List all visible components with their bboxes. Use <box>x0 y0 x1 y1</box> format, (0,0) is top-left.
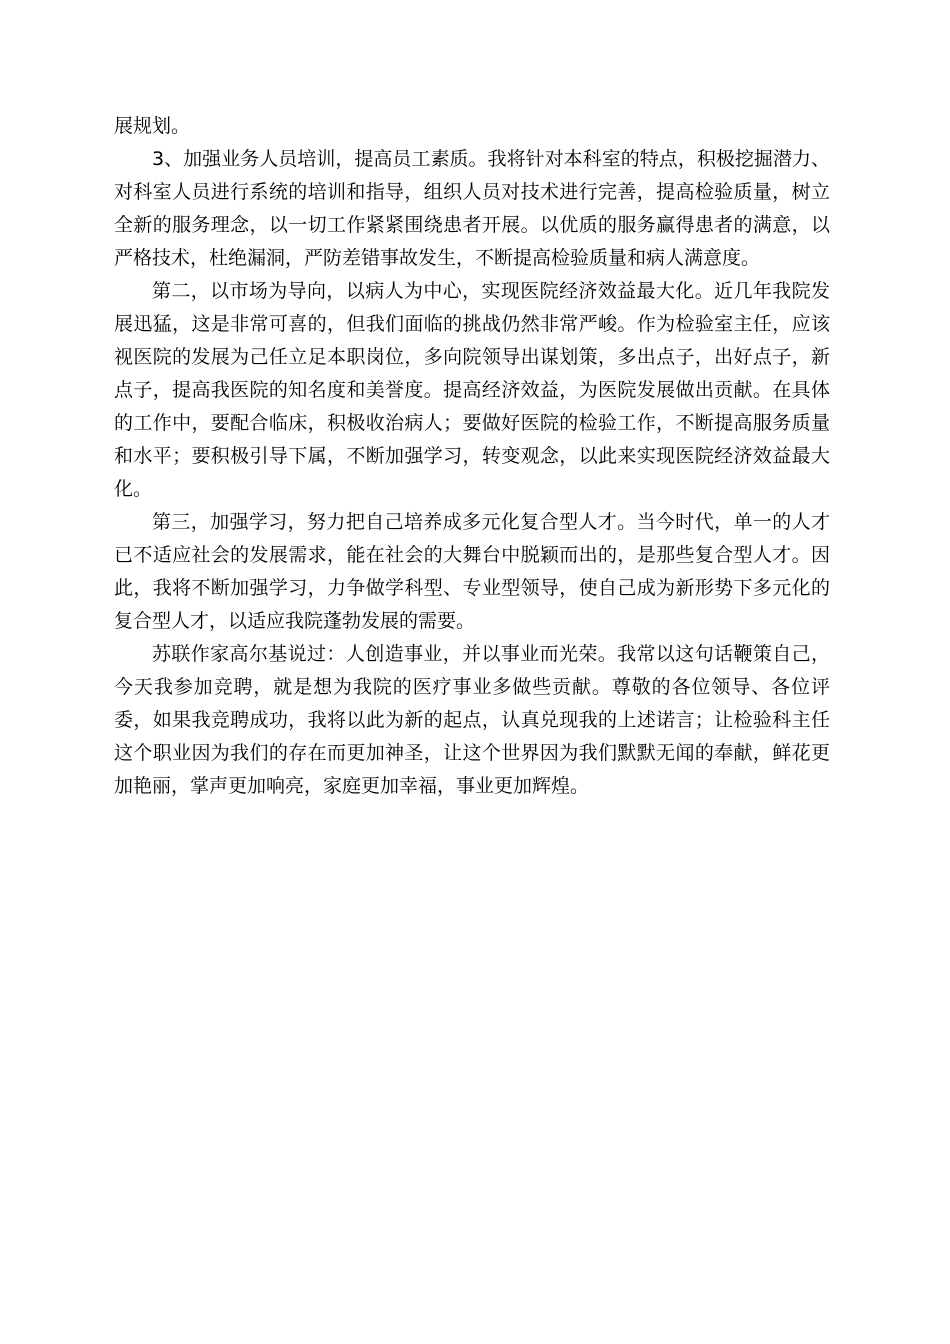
paragraph-continuation: 展规划。 <box>114 115 191 137</box>
paragraph-learning: 第三，加强学习，努力把自己培养成多元化复合型人才。当今时代，单一的人才已不适应社会的发展需求，能在社会的大舞台中脱颖而出的，是那些复合型人才。因此，我将不断加强学习，力争做学科型、专业型领导，使自己成为新形势下多元化的复合型人才，以适应我院蓬勃发展的需要。 <box>114 511 830 632</box>
paragraph-staff-training: 3、加强业务人员培训，提高员工素质。我将针对本科室的特点，积极挖掘潜力、对科室人员进行系统的培训和指导，组织人员对技术进行完善，提高检验质量，树立全新的服务理念，以一切工作紧紧围绕患者开展。以优质的服务赢得患者的满意，以严格技术，杜绝漏洞，严防差错事故发生，不断提高检验质量和病人满意度。 <box>114 148 830 269</box>
document-body <box>114 110 830 803</box>
paragraph-market-oriented: 第二，以市场为导向，以病人为中心，实现医院经济效益最大化。近几年我院发展迅猛，这是非常可喜的，但我们面临的挑战仍然非常严峻。作为检验室主任，应该视医院的发展为己任立足本职岗位，多向院领导出谋划策，多出点子，出好点子，新点子，提高我医院的知名度和美誉度。提高经济效益，为医院发展做出贡献。在具体的工作中，要配合临床，积极收治病人；要做好医院的检验工作，不断提高服务质量和水平；要积极引导下属，不断加强学习，转变观念，以此来实现医院经济效益最大化。 <box>114 280 830 500</box>
paragraph-closing: 苏联作家高尔基说过：人创造事业，并以事业而光荣。我常以这句话鞭策自己，今天我参加竞聘，就是想为我院的医疗事业多做些贡献。尊敬的各位领导、各位评委，如果我竞聘成功，我将以此为新的起点，认真兑现我的上述诺言；让检验科主任这个职业因为我们的存在而更加神圣，让这个世界因为我们默默无闻的奉献，鲜花更加艳丽，掌声更加响亮，家庭更加幸福，事业更加辉煌。 <box>114 643 830 797</box>
